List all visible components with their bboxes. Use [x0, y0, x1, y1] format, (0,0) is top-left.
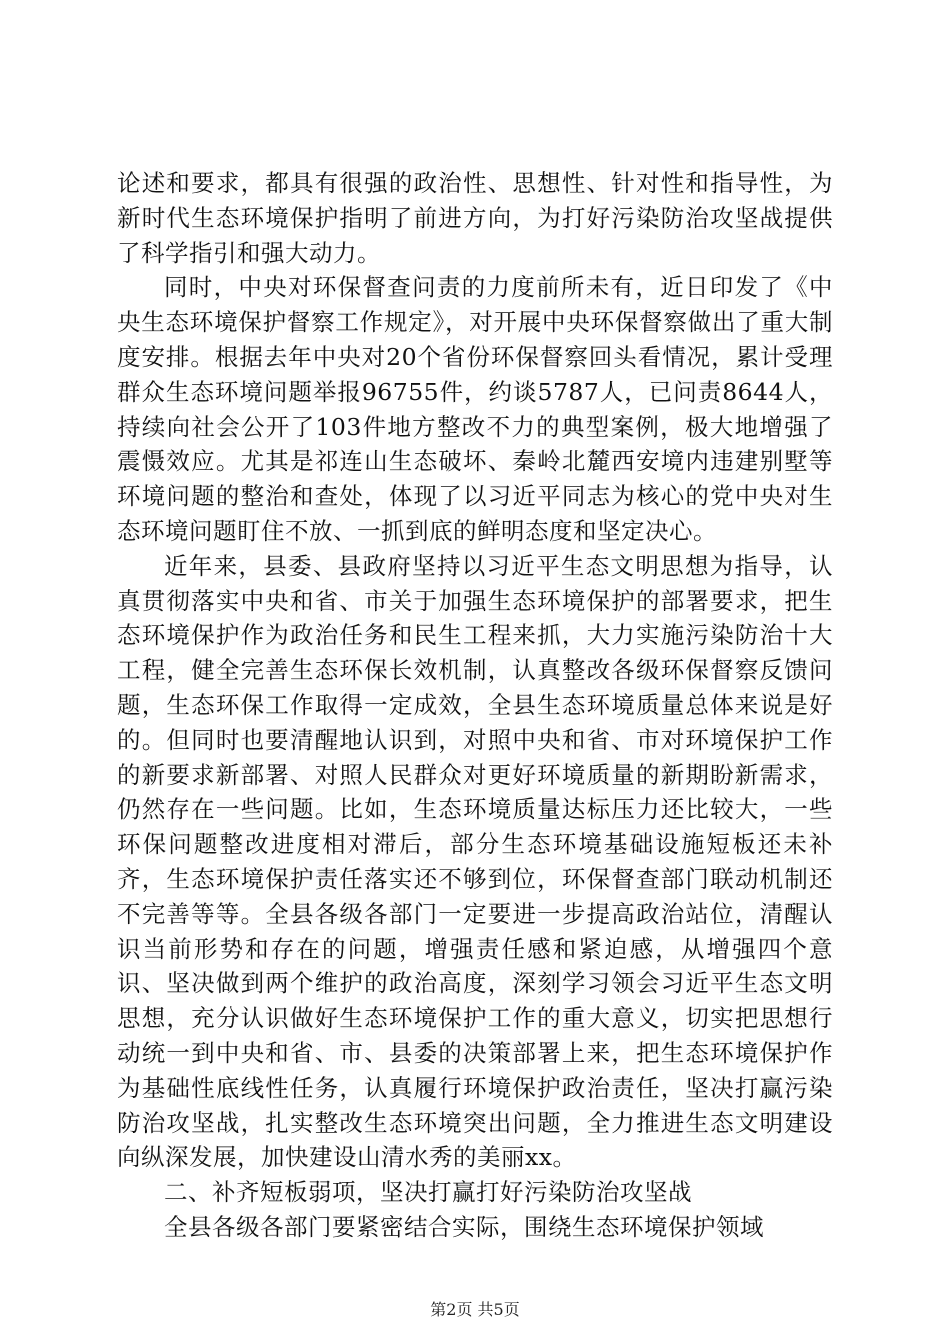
- section-heading: 二、补齐短板弱项，坚决打赢打好污染防治攻坚战: [164, 1178, 692, 1207]
- paragraph-section-start: 全县各级各部门要紧密结合实际，围绕生态环境保护领域: [164, 1212, 764, 1241]
- page-footer: 第2页 共5页: [430, 1300, 520, 1319]
- document-body: [117, 166, 833, 1245]
- paragraph-county-work: 近年来，县委、县政府坚持以习近平生态文明思想为指导，认真贯彻落实中央和省、市关于加强生态环境保护的部署要求，把生态环境保护作为政治任务和民生工程来抓，大力实施污染防治十大工程，健全完善生态环保长效机制，认真整改各级环保督察反馈问题，生态环保工作取得一定成效，全县生态环境质量总体来说是好的。但同时也要清醒地认识到，对照中央和省、市对环境保护工作的新要求新部署、对照人民群众对更好环境质量的新期盼新需求，仍然存在一些问题。比如，生态环境质量达标压力还比较大，一些环保问题整改进度相对滞后，部分生态环境基础设施短板还未补齐，生态环境保护责任落实还不够到位，环保督查部门联动机制还不完善等等。全县各级各部门一定要进一步提高政治站位，清醒认识当前形势和存在的问题，增强责任感和紧迫感，从增强四个意识、坚决做到两个维护的政治高度，深刻学习领会习近平生态文明思想，充分认识做好生态环境保护工作的重大意义，切实把思想行动统一到中央和省、市、县委的决策部署上来，把生态环境保护作为基础性底线性任务，认真履行环境保护政治责任，坚决打赢污染防治攻坚战，扎实整改生态环境突出问题，全力推进生态文明建设向纵深发展，加快建设山清水秀的美丽xx。: [117, 551, 833, 1172]
- paragraph-supervision: 同时，中央对环保督查问责的力度前所未有，近日印发了《中央生态环境保护督察工作规定》，对开展中央环保督察做出了重大制度安排。根据去年中央对20个省份环保督察回头看情况，累计受理群众生态环境问题举报96755件，约谈5787人，已问责8644人，持续向社会公开了103件地方整改不力的典型案例，极大地增强了震慑效应。尤其是祁连山生态破坏、秦岭北麓西安境内违建别墅等环境问题的整治和查处，体现了以习近平同志为核心的党中央对生态环境问题盯住不放、一抓到底的鲜明态度和坚定决心。: [117, 273, 833, 545]
- paragraph-continuation: 论述和要求，都具有很强的政治性、思想性、针对性和指导性，为新时代生态环境保护指明了前进方向，为打好污染防治攻坚战提供了科学指引和强大动力。: [117, 169, 833, 267]
